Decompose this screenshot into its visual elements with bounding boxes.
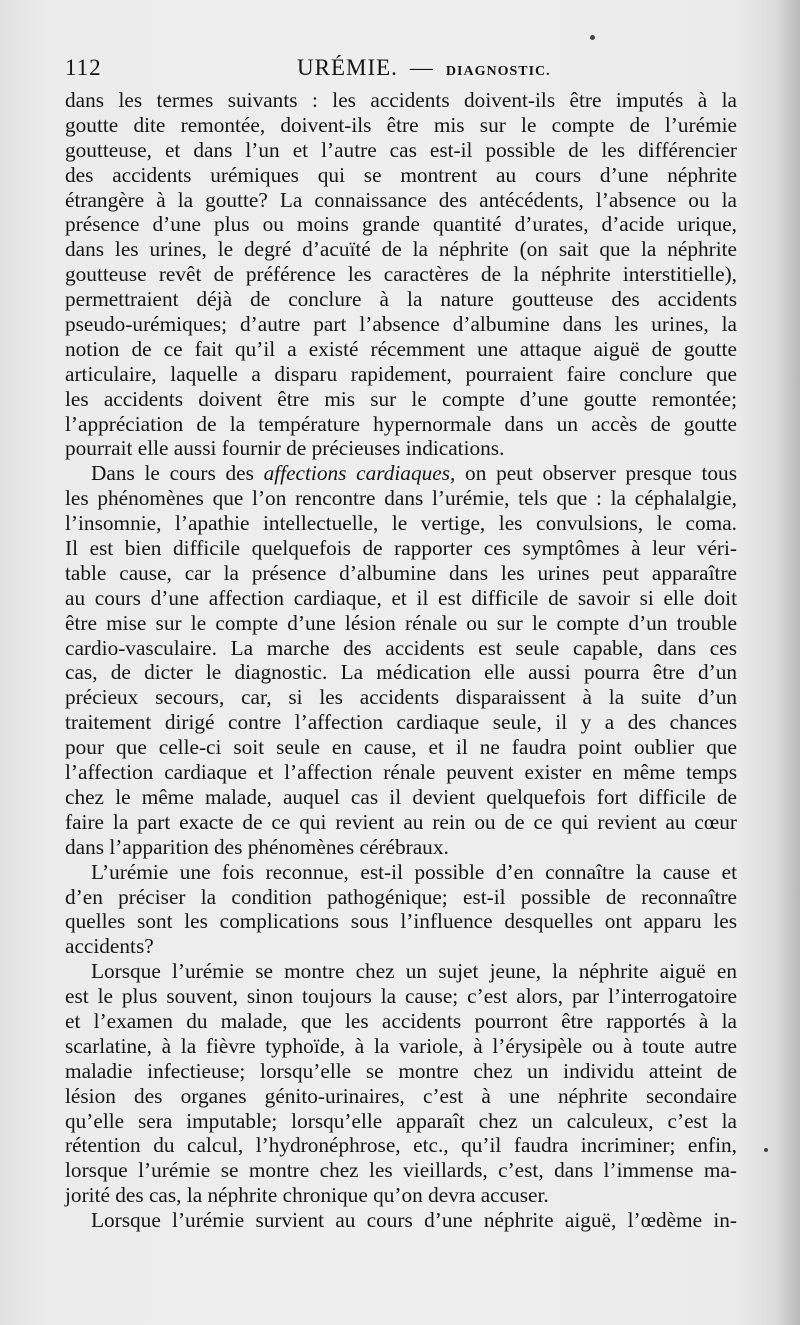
text-line: d’en préciser la condition pathogénique; est-il possible de reconnaître: [65, 884, 737, 909]
ink-speck: [764, 1148, 768, 1152]
paragraph-3: [65, 860, 737, 960]
text-line: l’insomnie, l’apathie intellectuelle, le vertige, les convulsions, le coma.: [65, 511, 737, 536]
text-line: pour que celle-ci soit seule en cause, et il ne faudra point oublier que: [65, 735, 737, 760]
text-line: chez le même malade, auquel cas il devient quelquefois fort difficile de: [65, 784, 737, 809]
text-line: pourrait elle aussi fournir de précieuses indications.: [65, 436, 505, 461]
text-line: dans les termes suivants : les accidents doivent-ils être imputés à la: [65, 88, 737, 112]
text-line: traitement dirigé contre l’affection cardiaque seule, il y a des chances: [65, 710, 737, 735]
text-line: L’urémie une fois reconnue, est-il possible d’en connaître la cause et: [91, 859, 737, 884]
page-edge-shadow: [776, 0, 800, 1325]
text-line: l’appréciation de la température hypernormale dans un accès de goutte: [65, 411, 737, 436]
text-line: table cause, car la présence d’albumine dans les urines peut apparaître: [65, 560, 737, 585]
text-line: jorité des cas, la néphrite chronique qu’on devra accuser.: [65, 1183, 549, 1208]
text-line: accidents?: [65, 934, 154, 959]
text-line: et l’examen du malade, que les accidents pourront être rapportés à la: [65, 1008, 737, 1033]
text-line: étrangère à la goutte? La connaissance des antécédents, l’absence ou la: [65, 187, 737, 212]
text-line: articulaire, laquelle a disparu rapidement, pourraient faire conclure que: [65, 361, 737, 386]
header-separator: —: [409, 55, 434, 80]
paragraph-4: [65, 959, 737, 1208]
text-line: rétention du calcul, l’hydronéphrose, etc., qu’il faudra incriminer; enfin,: [65, 1133, 737, 1158]
text-line: précieux secours, car, si les accidents disparaissent à la suite d’un: [65, 685, 737, 710]
text-line: cas, de dicter le diagnostic. La médication elle aussi pourra être d’un: [65, 660, 737, 685]
header-title: URÉMIE.: [297, 55, 398, 80]
text-line: lorsque l’urémie se montre chez les vieillards, c’est, dans l’immense ma-: [65, 1158, 737, 1183]
text-line: dans l’apparition des phénomènes cérébraux.: [65, 834, 449, 859]
text-line: des accidents urémiques qui se montrent au cours d’une néphrite: [65, 162, 737, 187]
text-line: cardio-vasculaire. La marche des accidents est seule capable, dans ces: [65, 635, 737, 660]
paragraph-2: [65, 461, 737, 859]
ink-speck: [590, 35, 595, 40]
text-line: est le plus souvent, sinon toujours la cause; c’est alors, par l’interrogatoire: [65, 984, 737, 1009]
running-head: [297, 55, 551, 81]
running-header: [65, 55, 735, 91]
text-line: goutteuse revêt de préférence les caractères de la néphrite interstitielle),: [65, 262, 737, 287]
text-line: Il est bien difficile quelquefois de rapporter ces symptômes à leur véri-: [65, 536, 737, 561]
text-run: on peut observer presque tous: [455, 461, 737, 486]
header-subtitle: DIAGNOSTIC.: [445, 64, 551, 79]
body-text: [65, 88, 737, 1233]
text-line: les phénomènes que l’on rencontre dans l’urémie, tels que : la céphalalgie,: [65, 486, 737, 511]
text-line: présence d’une plus ou moins grande quantité d’urates, d’acide urique,: [65, 212, 737, 237]
text-line: notion de ce fait qu’il a existé récemment une attaque aiguë de goutte: [65, 336, 737, 361]
text-line: goutteuse, et dans l’un et l’autre cas est-il possible de les différencier: [65, 137, 737, 162]
text-line: Lorsque l’urémie survient au cours d’une néphrite aiguë, l’œdème in-: [91, 1208, 737, 1233]
text-line: lésion des organes génito-urinaires, c’est à une néphrite secondaire: [65, 1083, 737, 1108]
emphasis-text: affections cardiaques,: [263, 461, 456, 486]
text-line: faire la part exacte de ce qui revient au rein ou de ce qui revient au cœur: [65, 809, 737, 834]
text-line: pseudo-urémiques; d’autre part l’absence d’albumine dans les urines, la: [65, 312, 737, 337]
text-line: les accidents doivent être mis sur le compte d’une goutte remontée;: [65, 386, 737, 411]
page-number: 112: [65, 55, 102, 80]
text-line: quelles sont les complications sous l’influence desquelles ont apparu les: [65, 909, 737, 934]
text-line: l’affection cardiaque et l’affection rénale peuvent exister en même temps: [65, 760, 737, 785]
text-line: au cours d’une affection cardiaque, et il est difficile de savoir si elle doit: [65, 585, 737, 610]
text-line: être mise sur le compte d’une lésion rénale ou sur le compte d’un trouble: [65, 610, 737, 635]
text-line: qu’elle sera imputable; lorsqu’elle apparaît chez un calculeux, c’est la: [65, 1108, 737, 1133]
paragraph-1: [65, 88, 737, 461]
text-run: Dans le cours des: [91, 461, 264, 486]
text-line: goutte dite remontée, doivent-ils être mis sur le compte de l’urémie: [65, 112, 737, 137]
text-line: permettraient déjà de conclure à la nature goutteuse des accidents: [65, 287, 737, 312]
paragraph-5: [65, 1208, 737, 1233]
text-line: Lorsque l’urémie se montre chez un sujet jeune, la néphrite aiguë en: [91, 959, 737, 984]
text-line: dans les urines, le degré d’acuïté de la néphrite (on sait que la néphrite: [65, 237, 737, 262]
text-line: [65, 461, 737, 486]
text-line: scarlatine, à la fièvre typhoïde, à la variole, à l’érysipèle ou à toute autre: [65, 1033, 737, 1058]
text-line: maladie infectieuse; lorsqu’elle se montre chez un individu atteint de: [65, 1058, 737, 1083]
